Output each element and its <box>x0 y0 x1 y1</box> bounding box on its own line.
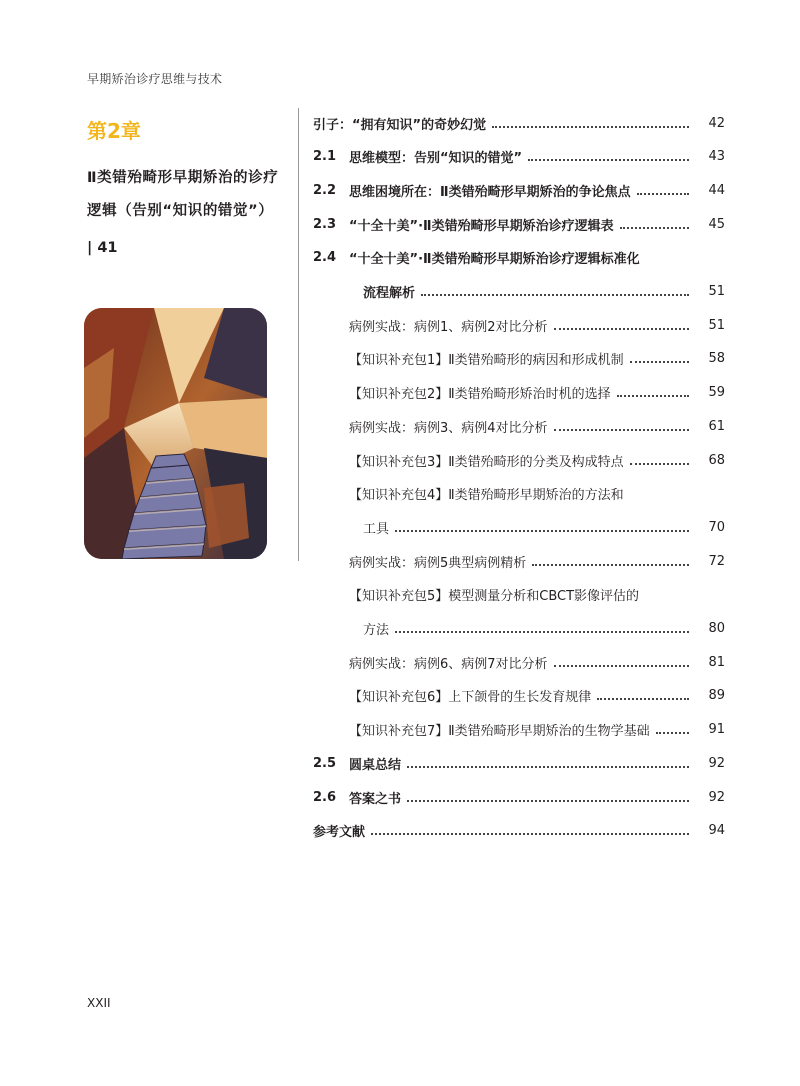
toc-entry <box>349 679 725 713</box>
chapter-number: 第2章 <box>87 119 141 143</box>
toc-entry <box>349 409 725 443</box>
toc-page-number: 43 <box>708 149 725 165</box>
staircase-illustration <box>84 308 267 559</box>
toc-entry <box>313 241 725 275</box>
toc-entry <box>313 746 725 780</box>
toc-title: 【知识补充包3】Ⅱ类错殆畸形的分类及构成特点 <box>349 454 624 470</box>
toc-entry <box>313 106 725 140</box>
toc-title: 【知识补充包4】Ⅱ类错殆畸形早期矫治的方法和 <box>349 488 624 504</box>
toc-title: 病例实战：病例3、病例4对比分析 <box>349 420 548 436</box>
toc-leader-dots <box>656 731 689 734</box>
running-header: 早期矫治诊疗思维与技术 <box>87 72 223 86</box>
toc-title: 【知识补充包7】Ⅱ类错殆畸形早期矫治的生物学基础 <box>349 724 650 740</box>
toc-title: 病例实战：病例1、病例2对比分析 <box>349 319 548 335</box>
toc-entry <box>313 207 725 241</box>
toc-leader-dots <box>407 799 689 802</box>
toc-title: 【知识补充包6】上下颌骨的生长发育规律 <box>349 690 592 706</box>
toc-page-number: 61 <box>708 418 725 434</box>
toc-page-number: 92 <box>708 789 725 805</box>
toc-leader-dots <box>395 529 689 532</box>
toc-title: 圆桌总结 <box>349 757 402 773</box>
toc-entry <box>349 443 725 477</box>
toc-title: 思维模型：告别“知识的错觉” <box>349 151 523 167</box>
toc-page-number: 72 <box>708 553 725 569</box>
toc-page-number: 70 <box>708 519 725 535</box>
toc-entry <box>363 275 725 309</box>
toc-leader-dots <box>630 360 689 363</box>
toc-entry <box>349 645 725 679</box>
toc-section-number: 2.2 <box>313 182 337 198</box>
toc-entry <box>313 814 725 848</box>
toc-leader-dots <box>554 428 689 431</box>
toc-leader-dots <box>637 192 689 195</box>
toc-entry <box>349 342 725 376</box>
toc-leader-dots <box>492 125 689 128</box>
toc-leader-dots <box>421 293 689 296</box>
toc-page-number: 94 <box>708 823 725 839</box>
toc-page-number: 59 <box>708 385 725 401</box>
toc-page-number: 91 <box>708 722 725 738</box>
toc-title: “十全十美”·Ⅱ类错殆畸形早期矫治诊疗逻辑表 <box>349 218 614 234</box>
vertical-divider <box>298 108 299 561</box>
toc-entry <box>313 780 725 814</box>
toc-entry <box>313 140 725 174</box>
toc-leader-dots <box>528 158 689 161</box>
toc-entry <box>349 713 725 747</box>
toc-leader-dots <box>597 697 689 700</box>
toc-title: 参考文献 <box>313 825 366 841</box>
toc-leader-dots <box>630 462 689 465</box>
toc-leader-dots <box>620 226 689 229</box>
toc-page-number: 42 <box>708 115 725 131</box>
toc-title: 病例实战：病例5典型病例精析 <box>349 555 527 571</box>
toc-entry <box>363 510 725 544</box>
toc-page-number: 81 <box>708 654 725 670</box>
toc-title: 【知识补充包2】Ⅱ类错殆畸形矫治时机的选择 <box>349 387 611 403</box>
toc-section-number: 2.6 <box>313 789 337 805</box>
toc-entry <box>349 477 725 511</box>
toc-page-number: 45 <box>708 216 725 232</box>
toc-leader-dots <box>554 664 689 667</box>
toc-leader-dots <box>407 765 689 768</box>
toc-section-number: 2.3 <box>313 216 337 232</box>
toc-entry <box>349 308 725 342</box>
toc-leader-dots <box>617 394 689 397</box>
toc-section-number: 2.4 <box>313 250 337 266</box>
toc-title: “十全十美”·Ⅱ类错殆畸形早期矫治诊疗逻辑标准化 <box>349 252 640 268</box>
toc-entry <box>313 173 725 207</box>
toc-title: 【知识补充包5】模型测量分析和CBCT影像评估的 <box>349 589 640 605</box>
toc-entry <box>363 612 725 646</box>
toc-entry <box>349 544 725 578</box>
toc-title: 方法 <box>363 623 390 638</box>
toc-entry <box>349 376 725 410</box>
toc-page-number: 89 <box>708 688 725 704</box>
toc-title: 流程解析 <box>363 286 416 301</box>
toc-page-number: 44 <box>708 182 725 198</box>
toc-page-number: 68 <box>708 452 725 468</box>
chapter-title: Ⅱ类错殆畸形早期矫治的诊疗逻辑（告别“知识的错觉”） <box>87 170 279 219</box>
toc-page-number: 51 <box>708 317 725 333</box>
toc-title: 引子：“拥有知识”的奇妙幻觉 <box>313 117 487 133</box>
toc-title: 工具 <box>363 521 390 537</box>
toc-page-number: 51 <box>708 284 725 299</box>
toc-page-number: 92 <box>708 755 725 771</box>
toc-leader-dots <box>532 563 689 566</box>
toc-leader-dots <box>554 327 689 330</box>
toc-entry <box>349 578 725 612</box>
toc-title: 思维困境所在：Ⅱ类错殆畸形早期矫治的争论焦点 <box>349 184 631 200</box>
toc-section-number: 2.5 <box>313 755 337 771</box>
toc-page-number: 80 <box>708 621 725 636</box>
toc-leader-dots <box>371 832 689 835</box>
chapter-start-page: | 41 <box>87 240 118 256</box>
toc-leader-dots <box>395 630 689 633</box>
toc-title: 病例实战：病例6、病例7对比分析 <box>349 656 548 672</box>
toc-title: 答案之书 <box>349 791 402 807</box>
toc-title: 【知识补充包1】Ⅱ类错殆畸形的病因和形成机制 <box>349 353 624 369</box>
toc-section-number: 2.1 <box>313 149 337 165</box>
toc-page-number: 58 <box>708 351 725 367</box>
page-number: XXII <box>87 996 111 1010</box>
